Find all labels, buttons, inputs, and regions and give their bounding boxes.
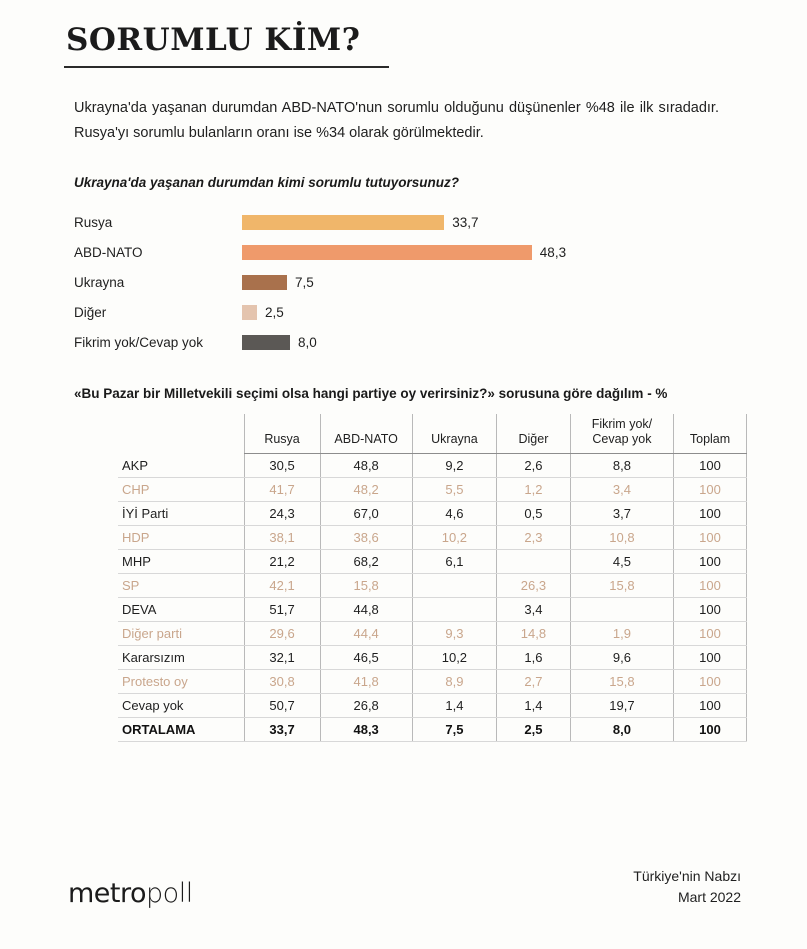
table-cell: 100 bbox=[674, 718, 747, 742]
bar-track bbox=[242, 215, 478, 230]
bar-row bbox=[74, 238, 747, 268]
table-caption: «Bu Pazar bir Milletvekili seçimi olsa hangi partiye oy verirsiniz?» sorusuna göre dağılım - % bbox=[74, 385, 668, 401]
table-cell: 100 bbox=[674, 622, 747, 646]
table-cell: 50,7 bbox=[244, 694, 320, 718]
table-cell: 46,5 bbox=[320, 646, 412, 670]
row-header-label: Cevap yok bbox=[118, 694, 244, 718]
bar-value-label: 48,3 bbox=[539, 245, 567, 261]
row-header-label: HDP bbox=[118, 526, 244, 550]
row-header-label: Kararsızım bbox=[118, 646, 244, 670]
table-cell: 2,3 bbox=[497, 526, 571, 550]
table-cell: 4,6 bbox=[412, 502, 496, 526]
table-cell: 14,8 bbox=[497, 622, 571, 646]
table-cell: 100 bbox=[674, 646, 747, 670]
row-header-label: DEVA bbox=[118, 598, 244, 622]
table-head bbox=[118, 414, 747, 454]
bar-value-label: 8,0 bbox=[298, 335, 317, 351]
table-cell: 41,8 bbox=[320, 670, 412, 694]
table-cell: 24,3 bbox=[244, 502, 320, 526]
table-row bbox=[118, 502, 747, 526]
bar-row bbox=[74, 208, 747, 238]
table-cell: 2,6 bbox=[497, 454, 571, 478]
table-cell: 5,5 bbox=[412, 478, 496, 502]
table-cell: 3,4 bbox=[497, 598, 571, 622]
table-cell: 100 bbox=[674, 478, 747, 502]
table-cell: 15,8 bbox=[570, 574, 673, 598]
table-row bbox=[118, 670, 747, 694]
table-cell: 1,4 bbox=[497, 694, 571, 718]
row-header-label: İYİ Parti bbox=[118, 502, 244, 526]
table-cell bbox=[570, 598, 673, 622]
bar-category-label: Rusya bbox=[74, 215, 113, 231]
table-row bbox=[118, 622, 747, 646]
bar-category-label: ABD-NATO bbox=[74, 245, 143, 261]
table-row bbox=[118, 718, 747, 742]
bar-row bbox=[74, 328, 747, 358]
table-cell: 100 bbox=[674, 694, 747, 718]
bar-track bbox=[242, 305, 284, 320]
table-row bbox=[118, 574, 747, 598]
brand-logo-bold: metro bbox=[68, 878, 147, 909]
column-header-abd-nato: ABD-NATO bbox=[320, 414, 412, 454]
survey-name: Türkiye'nin Nabzı bbox=[633, 867, 741, 884]
bar-chart bbox=[74, 208, 747, 358]
table-cell: 100 bbox=[674, 550, 747, 574]
footer-meta bbox=[633, 866, 747, 909]
table-cell bbox=[412, 598, 496, 622]
table-cell: 100 bbox=[674, 670, 747, 694]
table-cell: 67,0 bbox=[320, 502, 412, 526]
breakdown-table bbox=[118, 414, 747, 742]
table-cell: 33,7 bbox=[244, 718, 320, 742]
bar-row bbox=[74, 268, 747, 298]
table-cell: 48,8 bbox=[320, 454, 412, 478]
bar-category-label: Fikrim yok/Cevap yok bbox=[74, 335, 204, 351]
table-row bbox=[118, 478, 747, 502]
row-header-label: MHP bbox=[118, 550, 244, 574]
bar-segment bbox=[242, 275, 287, 290]
table-cell: 21,2 bbox=[244, 550, 320, 574]
bar-track bbox=[242, 245, 566, 260]
table-cell: 1,6 bbox=[497, 646, 571, 670]
table-cell: 1,9 bbox=[570, 622, 673, 646]
table-cell: 3,4 bbox=[570, 478, 673, 502]
table-cell: 42,1 bbox=[244, 574, 320, 598]
table-cell: 38,1 bbox=[244, 526, 320, 550]
table-header-row bbox=[118, 414, 747, 454]
table-cell: 15,8 bbox=[570, 670, 673, 694]
table-cell: 15,8 bbox=[320, 574, 412, 598]
column-header-fikrim-yok: Fikrim yok/ Cevap yok bbox=[570, 414, 673, 454]
bar-track bbox=[242, 335, 317, 350]
title-block bbox=[60, 0, 747, 68]
table-cell: 6,1 bbox=[412, 550, 496, 574]
table-cell: 4,5 bbox=[570, 550, 673, 574]
table-cell: 10,8 bbox=[570, 526, 673, 550]
survey-date: Mart 2022 bbox=[677, 889, 741, 906]
table-cell: 2,7 bbox=[497, 670, 571, 694]
table-cell: 8,8 bbox=[570, 454, 673, 478]
table-row bbox=[118, 550, 747, 574]
row-header-label: ORTALAMA bbox=[118, 718, 244, 742]
table-cell: 29,6 bbox=[244, 622, 320, 646]
table-cell bbox=[412, 574, 496, 598]
table-cell: 100 bbox=[674, 526, 747, 550]
table-cell: 10,2 bbox=[412, 526, 496, 550]
table-cell: 26,8 bbox=[320, 694, 412, 718]
row-header-label: CHP bbox=[118, 478, 244, 502]
column-header-rusya: Rusya bbox=[244, 414, 320, 454]
table-cell: 32,1 bbox=[244, 646, 320, 670]
table-cell: 100 bbox=[674, 454, 747, 478]
table-cell: 19,7 bbox=[570, 694, 673, 718]
table-cell: 48,3 bbox=[320, 718, 412, 742]
table-cell: 38,6 bbox=[320, 526, 412, 550]
table-cell: 7,5 bbox=[412, 718, 496, 742]
row-header-label: Diğer parti bbox=[118, 622, 244, 646]
table-row bbox=[118, 526, 747, 550]
table-cell: 51,7 bbox=[244, 598, 320, 622]
table-cell: 41,7 bbox=[244, 478, 320, 502]
table-cell: 48,2 bbox=[320, 478, 412, 502]
table-cell: 26,3 bbox=[497, 574, 571, 598]
bar-segment bbox=[242, 215, 444, 230]
table-container bbox=[118, 414, 747, 742]
table-row bbox=[118, 598, 747, 622]
table-cell: 30,8 bbox=[244, 670, 320, 694]
column-header-ukrayna: Ukrayna bbox=[412, 414, 496, 454]
table-cell: 44,4 bbox=[320, 622, 412, 646]
title-divider bbox=[64, 66, 389, 68]
column-header-toplam: Toplam bbox=[674, 414, 747, 454]
bar-segment bbox=[242, 245, 532, 260]
row-header-label: SP bbox=[118, 574, 244, 598]
row-header-label: AKP bbox=[118, 454, 244, 478]
row-header-label: Protesto oy bbox=[118, 670, 244, 694]
intro-paragraph: Ukrayna'da yaşanan durumdan ABD-NATO'nun sorumlu olduğunu düşünenler %48 ile ilk sıradadır. Rusya'yı sorumlu bulanların oranı ise %34 olarak görülmektedir. bbox=[74, 100, 719, 142]
table-cell: 8,9 bbox=[412, 670, 496, 694]
table-cell bbox=[497, 550, 571, 574]
table-cell: 68,2 bbox=[320, 550, 412, 574]
bar-category-label: Diğer bbox=[74, 305, 107, 321]
table-cell: 100 bbox=[674, 598, 747, 622]
table-cell: 9,2 bbox=[412, 454, 496, 478]
chart-question: Ukrayna'da yaşanan durumdan kimi sorumlu tutuyorsunuz? bbox=[74, 174, 460, 190]
table-cell: 30,5 bbox=[244, 454, 320, 478]
table-cell: 8,0 bbox=[570, 718, 673, 742]
column-header-diger: Diğer bbox=[497, 414, 571, 454]
brand-logo-thin: poll bbox=[146, 878, 193, 909]
table-cell: 0,5 bbox=[497, 502, 571, 526]
column-header-party bbox=[118, 414, 244, 454]
page-footer bbox=[60, 866, 747, 909]
bar-segment bbox=[242, 335, 290, 350]
bar-row bbox=[74, 298, 747, 328]
table-cell: 9,3 bbox=[412, 622, 496, 646]
table-cell: 100 bbox=[674, 502, 747, 526]
bar-value-label: 33,7 bbox=[452, 215, 479, 231]
brand-logo bbox=[60, 878, 193, 909]
table-row bbox=[118, 646, 747, 670]
table-cell: 10,2 bbox=[412, 646, 496, 670]
table-row bbox=[118, 694, 747, 718]
bar-value-label: 2,5 bbox=[265, 305, 284, 321]
bar-track bbox=[242, 275, 314, 290]
table-cell: 44,8 bbox=[320, 598, 412, 622]
table-cell: 1,2 bbox=[497, 478, 571, 502]
bar-segment bbox=[242, 305, 257, 320]
table-cell: 100 bbox=[674, 574, 747, 598]
table-cell: 9,6 bbox=[570, 646, 673, 670]
page-title: SORUMLU KİM? bbox=[66, 22, 361, 58]
table-cell: 1,4 bbox=[412, 694, 496, 718]
table-body bbox=[118, 454, 747, 742]
table-cell: 2,5 bbox=[497, 718, 571, 742]
bar-value-label: 7,5 bbox=[295, 275, 314, 291]
table-row bbox=[118, 454, 747, 478]
bar-category-label: Ukrayna bbox=[74, 275, 125, 291]
table-cell: 3,7 bbox=[570, 502, 673, 526]
